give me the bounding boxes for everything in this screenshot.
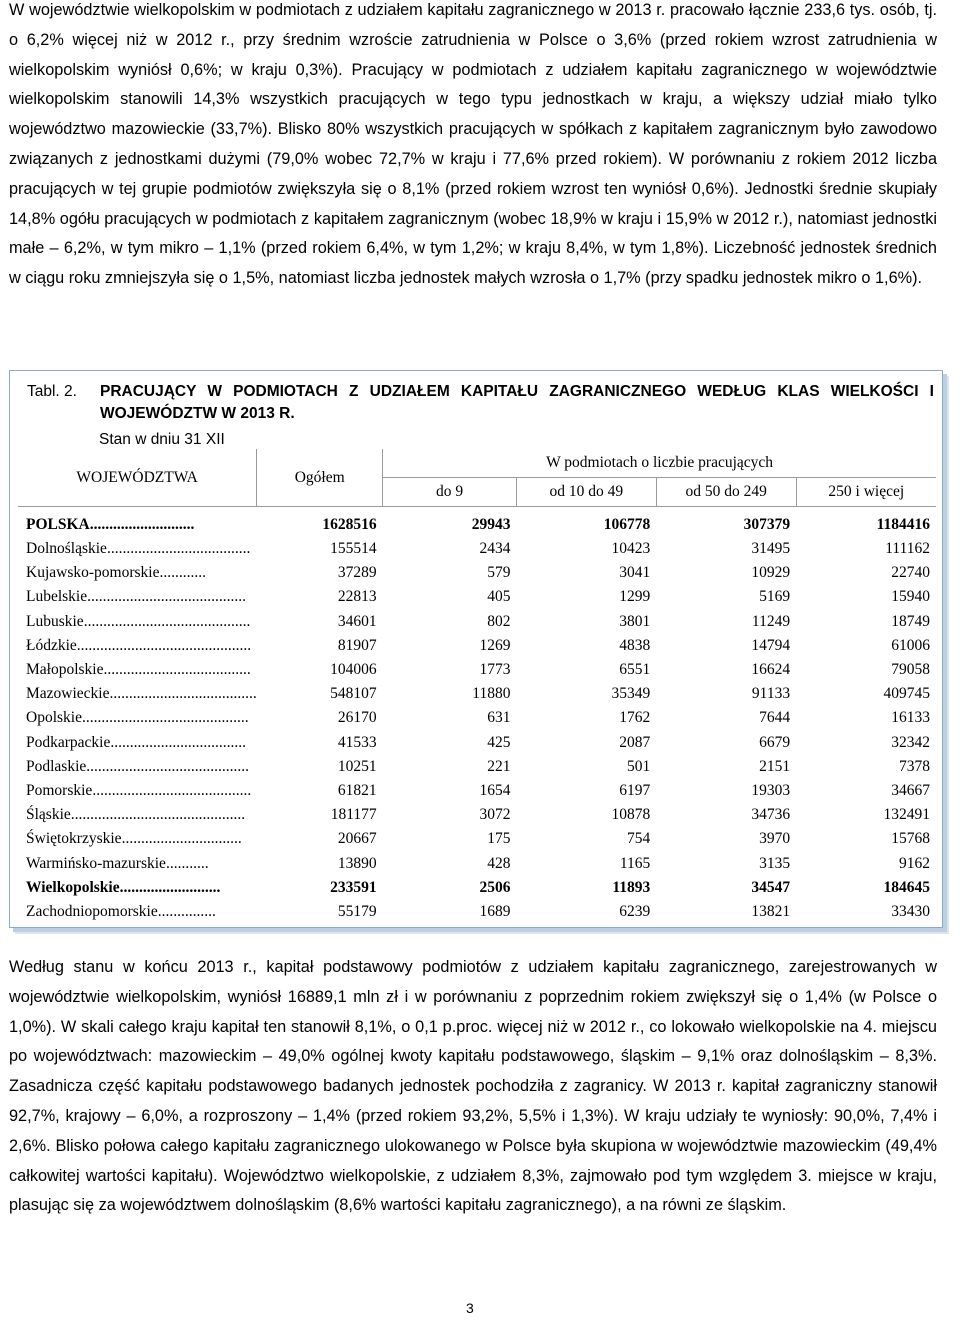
value-cell: 548107	[330, 685, 377, 703]
region-name: Zachodniopomorskie	[26, 902, 158, 920]
value-cell: 34601	[337, 612, 377, 630]
value-cell: 11880	[472, 685, 511, 703]
value-cell: 16624	[751, 661, 791, 679]
value-cell: 5169	[759, 588, 791, 606]
leader-dots: .....................................	[106, 540, 251, 558]
leader-dots: ......................................	[103, 661, 251, 679]
header-size-group: W podmiotach o liczbie pracujących	[383, 449, 936, 478]
table-header	[18, 449, 936, 507]
value-cell: 579	[487, 564, 511, 582]
value-cell: 10423	[611, 540, 651, 558]
table-row	[18, 731, 936, 755]
leader-dots: ...........	[165, 854, 209, 872]
value-cell: 29943	[471, 516, 511, 533]
value-cell: 754	[627, 830, 651, 848]
region-name: Lubelskie	[26, 588, 88, 606]
value-cell: 6239	[619, 902, 651, 920]
value-cell: 41533	[337, 733, 377, 751]
region-name: POLSKA	[26, 516, 90, 533]
table-row	[18, 851, 936, 875]
value-cell: 307379	[743, 516, 791, 533]
table-row	[18, 610, 936, 634]
value-cell: 2506	[479, 878, 511, 896]
leader-dots: ..........................	[119, 878, 221, 896]
value-cell: 15940	[891, 588, 930, 606]
table-row	[18, 706, 936, 730]
value-cell: 1299	[619, 588, 651, 606]
region-name: Podkarpackie	[26, 733, 111, 751]
leader-dots: ............	[159, 564, 206, 582]
value-cell: 3801	[619, 612, 651, 630]
header-size-3: od 50 do 249	[656, 478, 796, 507]
value-cell: 1773	[479, 661, 511, 679]
value-cell: 4838	[619, 636, 651, 654]
value-cell: 55179	[337, 902, 377, 920]
value-cell: 91133	[751, 685, 791, 703]
value-cell: 2434	[479, 540, 511, 558]
value-cell: 7378	[899, 757, 930, 775]
value-cell: 34736	[751, 806, 791, 824]
value-cell: 33430	[891, 902, 930, 920]
leader-dots: ...................................	[110, 733, 246, 751]
value-cell: 26170	[337, 709, 377, 727]
value-cell: 13890	[337, 854, 377, 872]
value-cell: 34667	[891, 781, 930, 799]
region-cell	[18, 779, 257, 803]
region-cell	[18, 876, 257, 900]
table-row	[18, 585, 936, 609]
value-cell: 22813	[337, 588, 377, 606]
value-cell: 61006	[891, 636, 930, 654]
value-cell: 10251	[337, 757, 377, 775]
leader-dots: .............................................	[70, 806, 246, 824]
value-cell: 501	[627, 757, 651, 775]
header-size-4: 250 i więcej	[796, 478, 936, 507]
value-cell: 106778	[603, 516, 651, 533]
region-cell	[18, 827, 257, 851]
region-cell	[18, 682, 257, 706]
region-name: Warmińsko-mazurskie	[26, 854, 166, 872]
value-cell: 1184416	[876, 516, 930, 533]
value-cell: 10878	[611, 806, 651, 824]
value-cell: 175	[487, 830, 511, 848]
leader-dots: .............................................	[76, 636, 252, 654]
value-cell: 221	[487, 757, 511, 775]
value-cell: 81907	[337, 636, 377, 654]
region-cell	[18, 507, 257, 538]
value-cell: 104006	[330, 661, 377, 679]
region-name: Dolnośląskie	[26, 540, 107, 558]
value-cell: 11893	[612, 878, 651, 896]
value-cell: 1654	[479, 781, 511, 799]
value-cell: 6679	[759, 733, 791, 751]
leader-dots: ...............	[157, 902, 216, 920]
table-number: Tabl. 2.	[27, 383, 77, 400]
value-cell: 155514	[330, 540, 377, 558]
value-cell: 1689	[479, 902, 511, 920]
value-cell: 233591	[330, 878, 377, 896]
value-cell: 61821	[337, 781, 377, 799]
table-row	[18, 827, 936, 851]
value-cell: 32342	[891, 733, 930, 751]
value-cell: 405	[487, 588, 511, 606]
value-cell: 1762	[619, 709, 651, 727]
leader-dots: ...........................................	[83, 612, 251, 630]
table-row	[18, 682, 936, 706]
region-name: Małopolskie	[26, 661, 104, 679]
value-cell: 425	[487, 733, 511, 751]
value-cell: 10929	[751, 564, 791, 582]
table-frame	[9, 370, 943, 928]
table-row	[18, 755, 936, 779]
value-cell: 1165	[619, 854, 651, 872]
value-cell: 409745	[883, 685, 930, 703]
value-cell: 6551	[619, 661, 651, 679]
value-cell: 3041	[619, 564, 651, 582]
leader-dots: .........................................	[92, 781, 252, 799]
table-row	[18, 658, 936, 682]
value-cell: 181177	[330, 806, 377, 824]
value-cell: 3970	[759, 830, 791, 848]
region-cell	[18, 585, 257, 609]
region-cell	[18, 706, 257, 730]
header-regions: WOJEWÓDZTWA	[18, 449, 257, 507]
table-title: PRACUJĄCY W PODMIOTACH Z UDZIAŁEM KAPITAŁU ZAGRANICZNEGO WEDŁUG KLAS WIELKOŚCI I WOJEWÓDZTW W 2013 R.	[100, 383, 934, 422]
page-number: 3	[466, 1300, 474, 1316]
value-cell: 11249	[751, 612, 791, 630]
value-cell: 18749	[891, 612, 930, 630]
region-name: Świętokrzyskie	[26, 830, 122, 848]
region-name: Lubuskie	[26, 612, 84, 630]
region-name: Łódzkie	[26, 636, 77, 654]
region-name: Mazowieckie	[26, 685, 110, 703]
value-cell: 3072	[479, 806, 511, 824]
table-row	[18, 876, 936, 900]
header-size-2: od 10 do 49	[516, 478, 656, 507]
value-cell: 35349	[611, 685, 651, 703]
value-cell: 802	[487, 612, 511, 630]
value-cell: 31495	[751, 540, 791, 558]
value-cell: 1628516	[322, 516, 377, 533]
value-cell: 2151	[759, 757, 791, 775]
leader-dots: ...........................	[89, 516, 195, 533]
leader-dots: ......................................	[109, 685, 257, 703]
value-cell: 184645	[883, 878, 930, 896]
table-row	[18, 779, 936, 803]
table-row	[18, 900, 936, 924]
value-cell: 631	[487, 709, 511, 727]
leader-dots: .........................................	[87, 588, 246, 606]
value-cell: 20667	[337, 830, 377, 848]
region-cell	[18, 731, 257, 755]
region-name: Kujawsko-pomorskie	[26, 564, 160, 582]
table-row	[18, 803, 936, 827]
region-name: Podlaskie	[26, 757, 87, 775]
region-cell	[18, 851, 257, 875]
intro-paragraph: W województwie wielkopolskim w podmiotach z udziałem kapitału zagranicznego w 2013 r. pracowało łącznie 233,6 tys. osób, tj. o 6,2% więcej niż w 2012 r., przy średnim wzroście zatrudnienia w Polsce o 3,6% (przed rokiem wzrost zatrudnienia w wielkopolskim wyniósł 0,6%; w kraju 0,3%). Pracujący w podmiotach z udziałem kapitału zagranicznego w województwie wielkopolskim stanowili 14,3% wszystkich pracujących w tego typu jednostkach w kraju, a większy udział miało tylko województwo mazowieckie (33,7%). Blisko 80% wszystkich pracujących w spółkach z kapitałem zagranicznym było zawodowo związanych z jednostkami dużymi (79,0% wobec 72,7% w kraju i 77,6% przed rokiem). W porównaniu z rokiem 2012 liczba pracujących w tej grupie podmiotów zwiększyła się o 8,1% (przed rokiem wzrost ten wyniósł 0,6%). Jednostki średnie skupiały 14,8% ogółu pracujących w podmiotach z kapitałem zagranicznym (wobec 18,9% w kraju i 15,9% w 2012 r.), natomiast jednostki małe – 6,2%, w tym mikro – 1,1% (przed rokiem 6,4%, w tym 1,2%; w kraju 8,4%, w tym 1,8%). Liczebność jednostek średnich w ciągu roku zmniejszyła się o 1,5%, natomiast liczba jednostek małych wzrosła o 1,7% (przy spadku jednostek mikro o 1,6%).	[9, 1, 937, 288]
table-body	[18, 507, 936, 925]
value-cell: 14794	[751, 636, 791, 654]
region-cell	[18, 537, 257, 561]
value-cell: 15768	[891, 830, 930, 848]
leader-dots: ...............................	[121, 830, 242, 848]
value-cell: 37289	[337, 564, 377, 582]
region-name: Wielkopolskie	[26, 878, 120, 896]
region-cell	[18, 900, 257, 924]
region-cell	[18, 803, 257, 827]
table-row	[18, 537, 936, 561]
capital-paragraph: Według stanu w końcu 2013 r., kapitał podstawowy podmiotów z udziałem kapitału zagranicznego, zarejestrowanych w województwie wielkopolskim, wyniósł 16889,1 mln zł i w porównaniu z poprzednim rokiem zwiększył się o 1,4% (w Polsce o 1,0%). W skali całego kraju kapitał ten stanowił 8,1%, o 0,1 p.proc. więcej niż w 2012 r., co lokowało wielkopolskie na 4. miejscu po województwach: mazowieckim – 49,0% ogólnej kwoty kapitału podstawowego, śląskim – 9,1% oraz dolnośląskim – 8,3%. Zasadnicza część kapitału podstawowego badanych jednostek pochodziła z zagranicy. W 2013 r. kapitał zagraniczny stanowił 92,7%, krajowy – 6,0%, a rozproszony – 1,4% (przed rokiem 93,2%, 5,5% i 1,3%). W kraju udziały te wyniosły: 90,0%, 7,4% i 2,6%. Blisko połowa całego kapitału zagranicznego ulokowanego w Polsce była skupiona w województwie mazowieckim (49,4% całkowitej wartości kapitału). Województwo wielkopolskie, z udziałem 8,3%, zajmowało pod tym względem 3. miejsce w kraju, plasując się za województwem dolnośląskim (8,6% wartości kapitału zagranicznego), a na równi ze śląskim.	[9, 958, 937, 1215]
table-row	[18, 634, 936, 658]
employment-table	[18, 449, 936, 924]
leader-dots: ..........................................	[86, 757, 250, 775]
header-total: Ogółem	[257, 449, 383, 507]
region-cell	[18, 634, 257, 658]
value-cell: 22740	[891, 564, 930, 582]
value-cell: 6197	[619, 781, 651, 799]
region-name: Opolskie	[26, 709, 82, 727]
value-cell: 7644	[759, 709, 791, 727]
value-cell: 111162	[885, 540, 930, 558]
region-cell	[18, 561, 257, 585]
region-name: Śląskie	[26, 806, 71, 824]
table-row	[18, 561, 936, 585]
value-cell: 9162	[899, 854, 930, 872]
value-cell: 19303	[751, 781, 791, 799]
value-cell: 16133	[891, 709, 930, 727]
value-cell: 34547	[751, 878, 791, 896]
region-name: Pomorskie	[26, 781, 93, 799]
table-date: Stan w dniu 31 XII	[99, 431, 225, 448]
value-cell: 3135	[759, 854, 791, 872]
value-cell: 2087	[619, 733, 651, 751]
leader-dots: ...........................................	[81, 709, 249, 727]
region-cell	[18, 755, 257, 779]
value-cell: 13821	[751, 902, 791, 920]
value-cell: 132491	[883, 806, 930, 824]
region-cell	[18, 658, 257, 682]
value-cell: 79058	[891, 661, 930, 679]
region-cell	[18, 610, 257, 634]
header-size-1: do 9	[383, 478, 517, 507]
table-row	[18, 507, 936, 538]
value-cell: 428	[487, 854, 511, 872]
value-cell: 1269	[479, 636, 511, 654]
